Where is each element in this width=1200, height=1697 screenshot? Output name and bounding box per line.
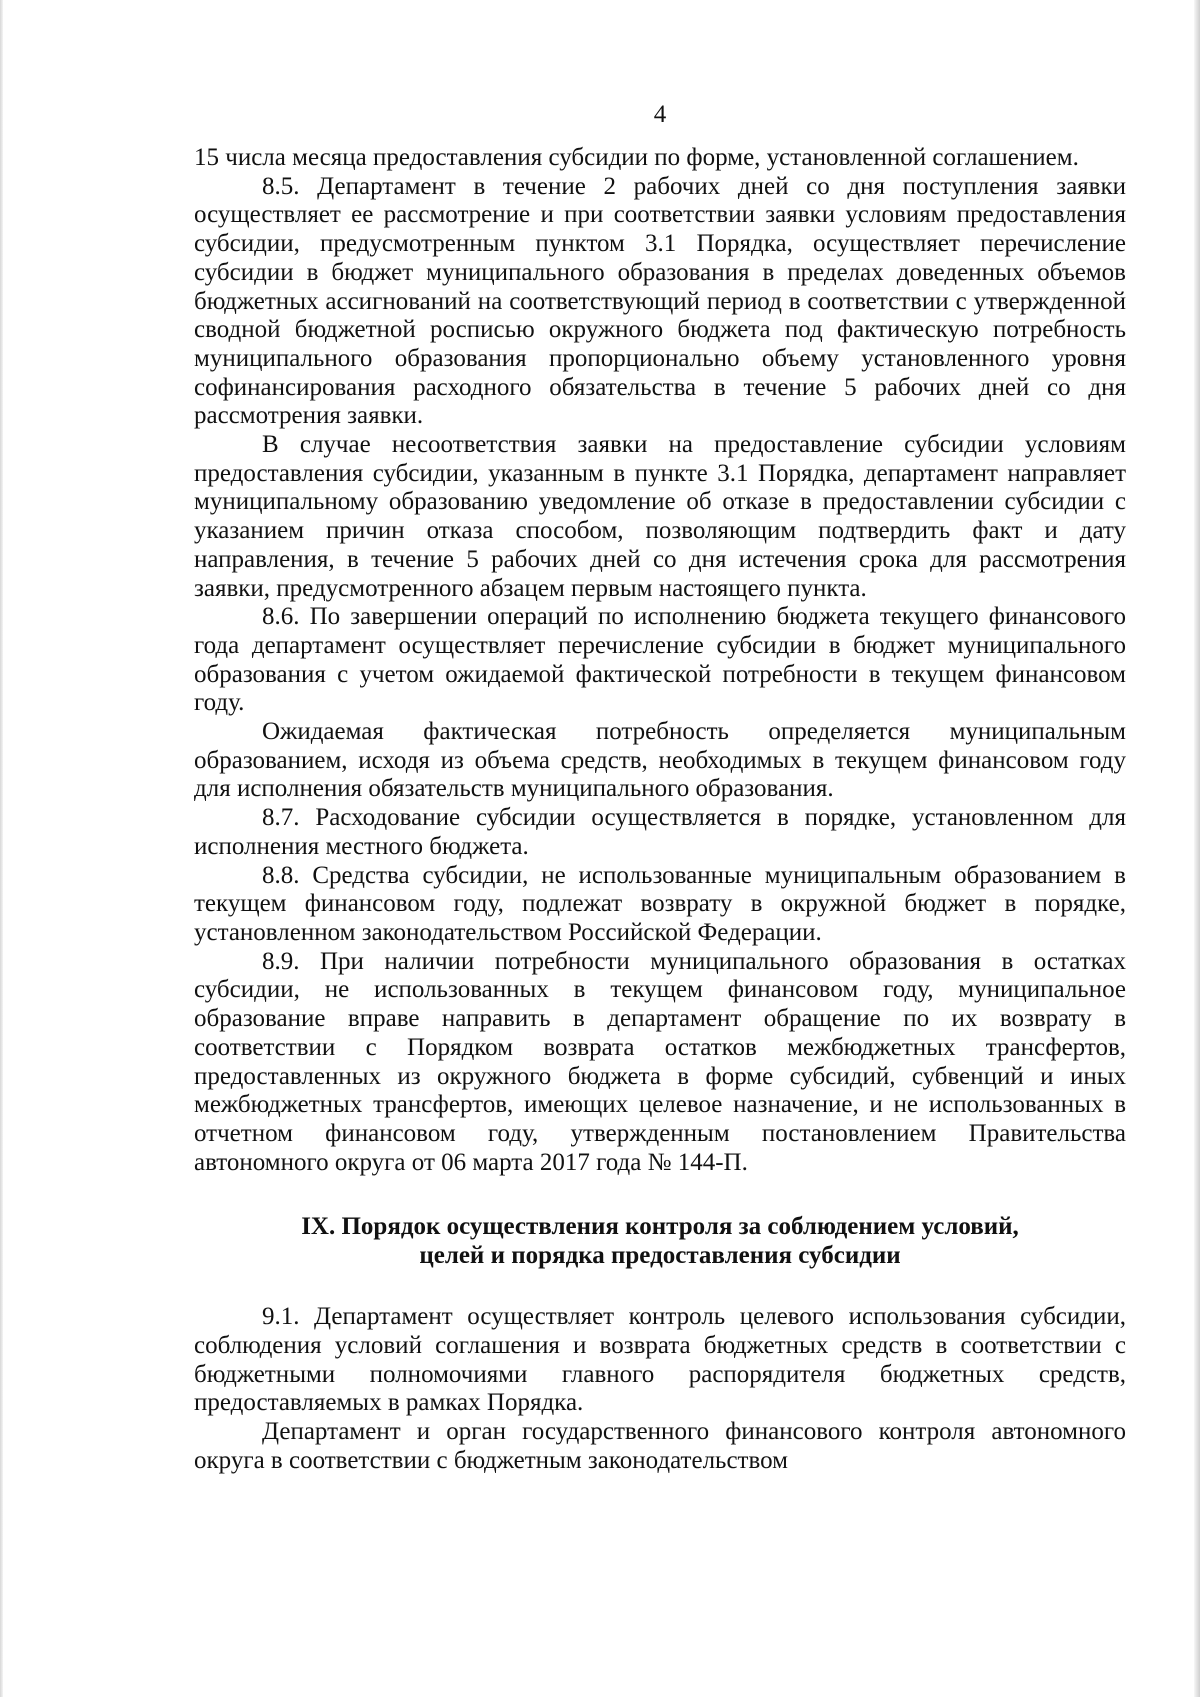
paragraph-refusal-case: В случае несоответствия заявки на предоставление субсидии условиям предоставления субсидии, указанным в пункте 3.1 Порядка, департамент направляет муниципальному образованию уведомление об отказе в предоставлении субсидии с указанием причин отказа способом, позволяющим подтвердить факт и дату направления, в течение 5 рабочих дней со дня истечения срока для рассмотрения заявки, предусмотренного абзацем первым настоящего пункта. <box>194 431 1126 602</box>
paragraph-8-5: 8.5. Департамент в течение 2 рабочих дней со дня поступления заявки осуществляет ее рассмотрение и при соответствии заявки условиям предоставления субсидии, предусмотренным пунктом 3.1 Порядка, осуществляет перечисление субсидии в бюджет муниципального образования в пределах доведенных объемов бюджетных ассигнований на соответствующий период в соответствии с утвержденной сводной бюджетной росписью окружного бюджета под фактическую потребность муниципального образования пропорционально объему установленного уровня софинансирования расходного обязательства в течение 5 рабочих дней со дня рассмотрения заявки. <box>194 172 1126 430</box>
paragraph-expected-need: Ожидаемая фактическая потребность определяется муниципальным образованием, исходя из объема средств, необходимых в текущем финансовом году для исполнения обязательств муниципального образования. <box>194 718 1126 803</box>
section-heading <box>194 1212 1126 1270</box>
page-number: 4 <box>653 101 667 128</box>
scan-edge-right <box>1194 0 1200 1697</box>
section-heading-line-1: IX. Порядок осуществления контроля за соблюдением условий, <box>301 1213 1019 1241</box>
paragraph-9-1: 9.1. Департамент осуществляет контроль целевого использования субсидии, соблюдения условий соглашения и возврата бюджетных средств в соответствии с бюджетными полномочиями главного распорядителя бюджетных средств, предоставляемых в рамках Порядка. <box>194 1303 1126 1417</box>
paragraph-8-8: 8.8. Средства субсидии, не использованные муниципальным образованием в текущем финансовом году, подлежат возврату в окружной бюджет в порядке, установленном законодательством Российской Федерации. <box>194 861 1126 946</box>
paragraph-continuation: 15 числа месяца предоставления субсидии по форме, установленной соглашением. <box>194 144 1079 171</box>
paragraph-8-9: 8.9. При наличии потребности муниципального образования в остатках субсидии, не использованных в текущем финансовом году, муниципальное образование вправе направить в департамент обращение по их возврату в соответствии с Порядком возврата остатков межбюджетных трансфертов, предоставленных из окружного бюджета в форме субсидий, субвенций и иных межбюджетных трансфертов, имеющих целевое назначение, и не использованных в отчетном финансовом году, утвержденным постановлением Правительства автономного округа от 06 марта 2017 года № 144-П. <box>194 947 1126 1176</box>
paragraph-control-authority: Департамент и орган государственного финансового контроля автономного округа в соответствии с бюджетным законодательством <box>194 1418 1126 1474</box>
section-heading-line-2: целей и порядка предоставления субсидии <box>419 1242 901 1270</box>
paragraph-8-7: 8.7. Расходование субсидии осуществляется в порядке, установленном для исполнения местного бюджета. <box>194 804 1126 860</box>
document-body <box>194 144 1126 1476</box>
scan-edge-left <box>0 0 3 1697</box>
paragraph-8-6: 8.6. По завершении операций по исполнению бюджета текущего финансового года департамент осуществляет перечисление субсидии в бюджет муниципального образования с учетом ожидаемой фактической потребности в текущем финансовом году. <box>194 603 1126 717</box>
